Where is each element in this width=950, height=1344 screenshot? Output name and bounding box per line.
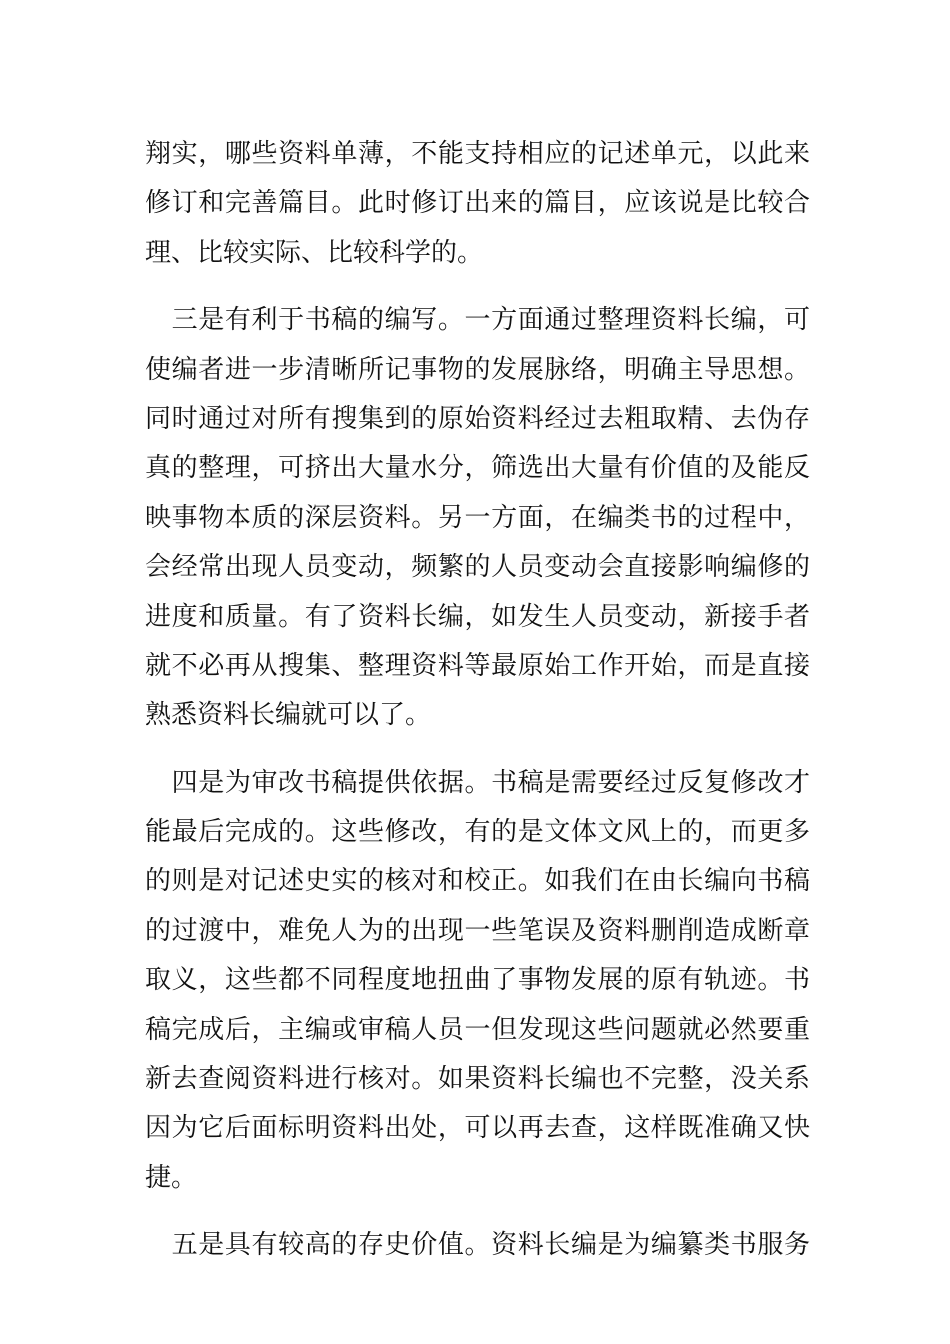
text-line: 真的整理，可挤出大量水分，筛选出大量有价值的及能反 xyxy=(145,453,810,484)
text-line: 翔实，哪些资料单薄，不能支持相应的记述单元，以此来 xyxy=(145,139,810,169)
paragraph xyxy=(145,1221,810,1270)
text-line: 四是为审改书稿提供依据。书稿是需要经过反复修改才 xyxy=(145,767,810,798)
paragraph-gap xyxy=(145,278,810,296)
text-line: 五是具有较高的存史价值。资料长编是为编纂类书服务 xyxy=(145,1230,810,1261)
text-line: 进度和质量。有了资料长编，如发生人员变动，新接手者 xyxy=(145,601,810,632)
text-line: 理、比较实际、比较科学的。 xyxy=(145,237,484,268)
text-line: 会经常出现人员变动，频繁的人员变动会直接影响编修的 xyxy=(145,552,810,583)
text-line: 就不必再从搜集、整理资料等最原始工作开始，而是直接 xyxy=(145,650,810,681)
text-line: 新去查阅资料进行核对。如果资料长编也不完整，没关系 xyxy=(145,1064,810,1095)
text-line: 捷。 xyxy=(145,1162,198,1193)
text-line: 熟悉资料长编就可以了。 xyxy=(145,700,432,731)
text-line: 能最后完成的。这些修改，有的是文体文风上的，而更多 xyxy=(145,817,810,848)
text-line: 映事物本质的深层资料。另一方面，在编类书的过程中， xyxy=(145,502,810,533)
text-line: 修订和完善篇目。此时修订出来的篇目，应该说是比较合 xyxy=(145,188,810,219)
paragraph xyxy=(145,759,810,1204)
paragraph xyxy=(145,130,810,278)
paragraph xyxy=(145,296,810,741)
text-line: 的过渡中，难免人为的出现一些笔误及资料删削造成断章 xyxy=(145,915,810,946)
body-text xyxy=(145,130,810,1271)
text-line: 取义，这些都不同程度地扭曲了事物发展的原有轨迹。书 xyxy=(145,965,810,996)
paragraph-gap xyxy=(145,1203,810,1221)
text-line: 使编者进一步清晰所记事物的发展脉络，明确主导思想。 xyxy=(145,354,810,385)
text-line: 三是有利于书稿的编写。一方面通过整理资料长编，可 xyxy=(145,305,810,336)
text-line: 稿完成后，主编或审稿人员一但发现这些问题就必然要重 xyxy=(145,1014,810,1045)
text-line: 的则是对记述史实的核对和校正。如我们在由长编向书稿 xyxy=(145,866,810,897)
text-line: 因为它后面标明资料出处，可以再去查，这样既准确又快 xyxy=(145,1113,810,1144)
paragraph-gap xyxy=(145,741,810,759)
text-line: 同时通过对所有搜集到的原始资料经过去粗取精、去伪存 xyxy=(145,403,810,434)
